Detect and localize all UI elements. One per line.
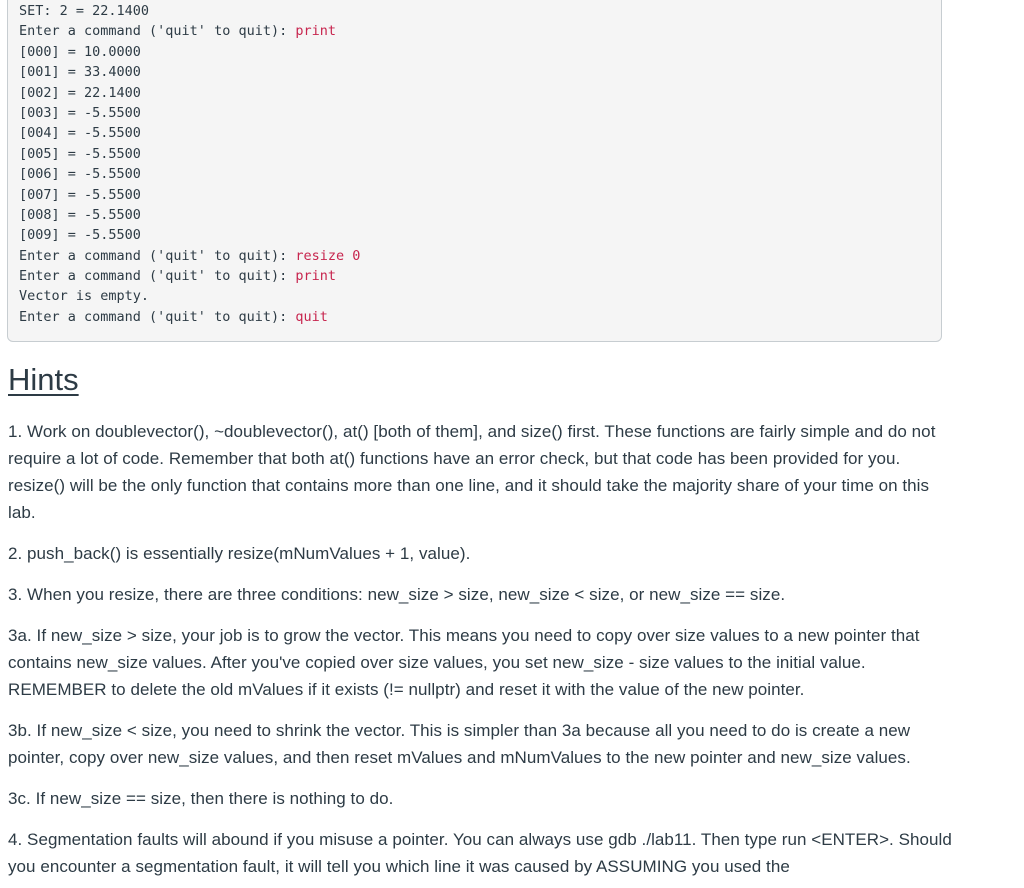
terminal-line: Enter a command ('quit' to quit): print	[19, 268, 336, 285]
terminal-line: Enter a command ('quit' to quit): print	[19, 23, 336, 40]
hint-paragraph: 3. When you resize, there are three conditions: new_size > size, new_size < size, or new_size == size.	[8, 585, 786, 604]
terminal-line: Enter a command ('quit' to quit): quit	[19, 308, 328, 325]
hints-heading: Hints	[8, 362, 79, 397]
terminal-line: [002] = 22.1400	[19, 84, 141, 101]
hint-paragraph: 2. push_back() is essentially resize(mNumValues + 1, value).	[8, 544, 471, 563]
hint-paragraph: 3c. If new_size == size, then there is nothing to do.	[8, 789, 394, 808]
terminal-line: [006] = -5.5500	[19, 166, 141, 183]
hint-paragraph: 3a. If new_size > size, your job is to grow the vector. This means you need to copy over size values to a new pointer that contains new_size values. After you've copied over size values, you set new_size - size values to the initial value. REMEMBER to delete the old mValues if it exists (!= nullptr) and reset it with the value of the new pointer.	[8, 626, 920, 699]
terminal-line: [000] = 10.0000	[19, 43, 141, 60]
terminal-line: [007] = -5.5500	[19, 186, 141, 203]
terminal-output-block	[7, 0, 942, 342]
hint-paragraph: 4. Segmentation faults will abound if you misuse a pointer. You can always use gdb ./lab11. Then type run <ENTER>. Should you encounter a segmentation fault, it will tell you which line it was caused by ASSUMING you used the	[8, 830, 952, 876]
hint-paragraph: 1. Work on doublevector(), ~doublevector(), at() [both of them], and size() first. These functions are fairly simple and do not require a lot of code. Remember that both at() functions have an error check, but that code has been provided for you. resize() will be the only function that contains more than one line, and it should take the majority share of your time on this lab.	[8, 422, 936, 522]
terminal-line: Vector is empty.	[19, 288, 150, 305]
terminal-line: Enter a command ('quit' to quit): resize 0	[19, 247, 361, 264]
terminal-line: [008] = -5.5500	[19, 206, 141, 223]
terminal-line: [004] = -5.5500	[19, 125, 141, 142]
terminal-line: SET: 2 = 22.1400	[19, 3, 150, 19]
terminal-line: [001] = 33.4000	[19, 64, 141, 81]
terminal-line: [005] = -5.5500	[19, 145, 141, 162]
hint-paragraph: 3b. If new_size < size, you need to shrink the vector. This is simpler than 3a because all you need to do is create a new pointer, copy over new_size values, and then reset mValues and mNumValues to the new pointer and new_size values.	[8, 721, 911, 767]
terminal-line: [003] = -5.5500	[19, 104, 141, 121]
terminal-line: [009] = -5.5500	[19, 227, 141, 244]
hints-list	[8, 418, 953, 888]
